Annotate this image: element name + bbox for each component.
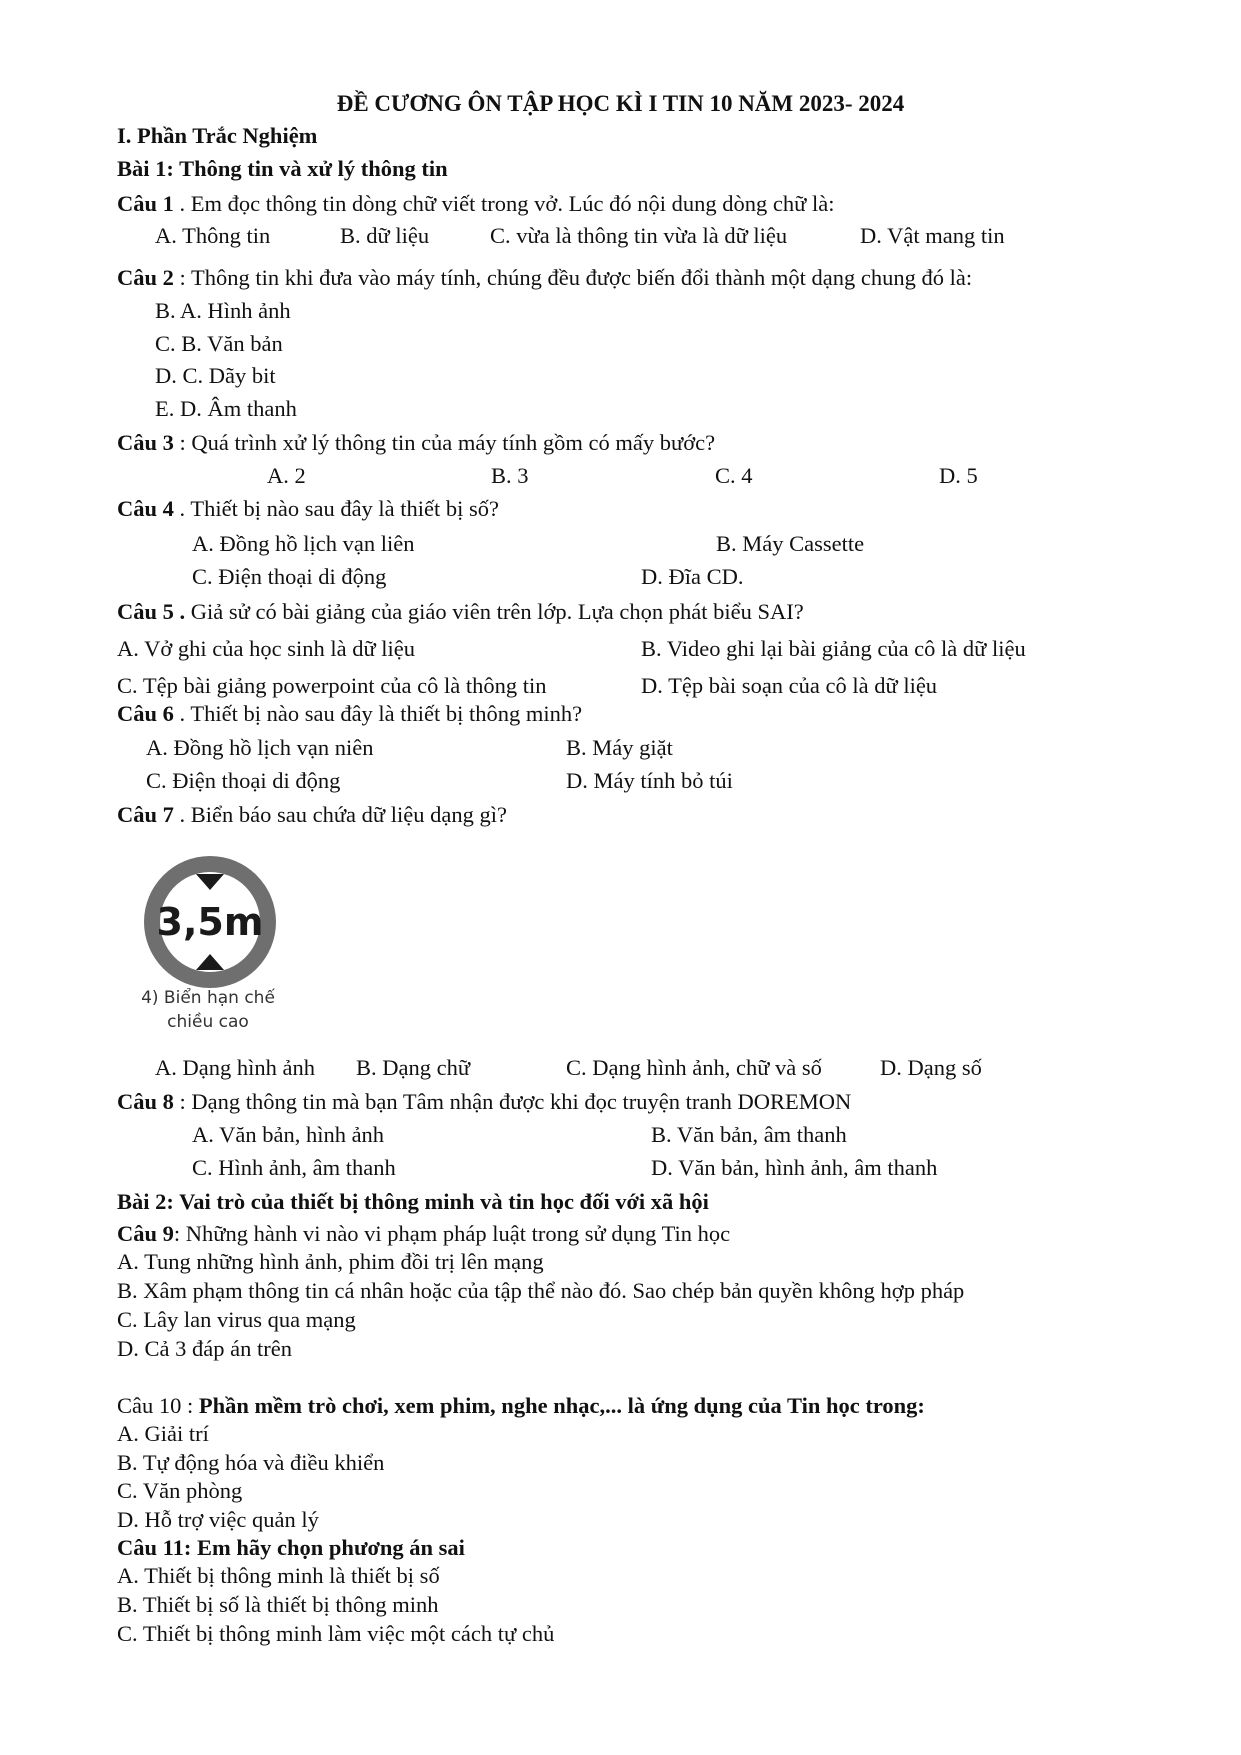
q6-option-b: B. Máy giặt [566, 735, 673, 760]
question-1-label: Câu 1 [117, 191, 174, 216]
question-5-text: Giả sử có bài giảng của giáo viên trên lớp. Lựa chọn phát biểu SAI? [185, 599, 804, 624]
question-2-label: Câu 2 [117, 265, 174, 290]
q10-option-c: C. Văn phòng [117, 1478, 243, 1503]
question-8-text: : Dạng thông tin mà bạn Tâm nhận được khi đọc truyện tranh DOREMON [173, 1089, 852, 1114]
q9-option-c: C. Lây lan virus qua mạng [117, 1307, 356, 1332]
q1-option-a: A. Thông tin [155, 223, 271, 248]
q8-option-d: D. Văn bản, hình ảnh, âm thanh [651, 1155, 938, 1180]
question-8-label: Câu 8 [117, 1089, 174, 1114]
q1-option-b: B. dữ liệu [340, 223, 430, 248]
q10-option-b: B. Tự động hóa và điều khiển [117, 1450, 385, 1475]
question-9-label: Câu 9 [117, 1221, 174, 1246]
q10-option-a: A. Giải trí [117, 1421, 209, 1446]
question-6-text: . Thiết bị nào sau đây là thiết bị thông minh? [173, 701, 583, 726]
question-7-label: Câu 7 [117, 802, 174, 827]
q9-option-b: B. Xâm phạm thông tin cá nhân hoặc của tập thể nào đó. Sao chép bản quyền không hợp pháp [117, 1278, 965, 1303]
sign-caption [118, 986, 298, 1034]
q2-option-c: D. C. Dãy bit [155, 363, 276, 388]
question-9-text: : Những hành vi nào vi phạm pháp luật trong sử dụng Tin học [173, 1221, 731, 1246]
question-11: Câu 11: Em hãy chọn phương án sai [117, 1535, 465, 1560]
q4-option-d: D. Đĩa CD. [641, 564, 744, 589]
q7-option-c: C. Dạng hình ảnh, chữ và số [566, 1055, 822, 1080]
question-4-text: . Thiết bị nào sau đây là thiết bị số? [173, 496, 500, 521]
question-3-label: Câu 3 [117, 430, 174, 455]
question-7 [117, 801, 507, 829]
q5-option-b: B. Video ghi lại bài giảng của cô là dữ liệu [641, 636, 1026, 661]
page-title: ĐỀ CƯƠNG ÔN TẬP HỌC KÌ I TIN 10 NĂM 2023- 2024 [336, 91, 905, 116]
question-9 [117, 1220, 730, 1248]
question-2 [117, 264, 972, 292]
q4-option-b: B. Máy Cassette [716, 531, 865, 556]
q3-option-c: C. 4 [715, 463, 753, 488]
q1-option-c: C. vừa là thông tin vừa là dữ liệu [490, 223, 788, 248]
lesson-1-heading: Bài 1: Thông tin và xử lý thông tin [117, 156, 448, 181]
q3-option-b: B. 3 [491, 463, 529, 488]
question-6 [117, 700, 582, 728]
q5-option-a: A. Vở ghi của học sinh là dữ liệu [117, 636, 416, 661]
lesson-2-heading: Bài 2: Vai trò của thiết bị thông minh và tin học đối với xã hội [117, 1189, 709, 1214]
question-3-text: : Quá trình xử lý thông tin của máy tính gồm có mấy bước? [173, 430, 716, 455]
question-8 [117, 1088, 851, 1116]
q9-option-a: A. Tung những hình ảnh, phim đồi trị lên mạng [117, 1249, 544, 1274]
q3-option-a: A. 2 [267, 463, 306, 488]
question-1 [117, 190, 834, 218]
question-5-label: Câu 5 . [117, 599, 186, 624]
q11-option-a: A. Thiết bị thông minh là thiết bị số [117, 1563, 440, 1588]
question-4 [117, 495, 499, 523]
q4-option-c: C. Điện thoại di động [192, 564, 387, 589]
sign-caption-line-2: chiều cao [167, 1012, 249, 1032]
q7-option-b: B. Dạng chữ [356, 1055, 471, 1080]
q10-option-d: D. Hỗ trợ việc quản lý [117, 1507, 319, 1532]
question-4-label: Câu 4 [117, 496, 174, 521]
q8-option-a: A. Văn bản, hình ảnh [192, 1122, 385, 1147]
q1-option-d: D. Vật mang tin [860, 223, 1005, 248]
question-6-label: Câu 6 [117, 701, 174, 726]
q4-option-a: A. Đồng hồ lịch vạn liên [192, 531, 415, 556]
question-1-text: . Em đọc thông tin dòng chữ viết trong vở. Lúc đó nội dung dòng chữ là: [173, 191, 835, 216]
height-limit-sign [140, 848, 300, 1048]
q7-option-a: A. Dạng hình ảnh [155, 1055, 315, 1080]
q2-option-d: E. D. Âm thanh [155, 396, 297, 421]
sign-text: 3,5m [156, 900, 264, 944]
q6-option-d: D. Máy tính bỏ túi [566, 768, 733, 793]
q8-option-b: B. Văn bản, âm thanh [651, 1122, 847, 1147]
q6-option-a: A. Đồng hồ lịch vạn niên [146, 735, 374, 760]
question-7-text: . Biển báo sau chứa dữ liệu dạng gì? [173, 802, 507, 827]
q9-option-d: D. Cả 3 đáp án trên [117, 1336, 292, 1361]
question-3 [117, 429, 715, 457]
q3-option-d: D. 5 [939, 463, 978, 488]
q11-option-b: B. Thiết bị số là thiết bị thông minh [117, 1592, 439, 1617]
q11-option-c: C. Thiết bị thông minh làm việc một cách tự chủ [117, 1621, 555, 1646]
question-5 [117, 598, 804, 626]
q2-option-b: C. B. Văn bản [155, 331, 283, 356]
part-heading: I. Phần Trắc Nghiệm [117, 123, 318, 148]
q7-option-d: D. Dạng số [880, 1055, 982, 1080]
q5-option-d: D. Tệp bài soạn của cô là dữ liệu [641, 673, 938, 698]
question-10-label: Câu 10 : [117, 1393, 199, 1418]
q2-option-a: B. A. Hình ảnh [155, 298, 291, 323]
question-2-text: : Thông tin khi đưa vào máy tính, chúng đều được biến đổi thành một dạng chung đó là: [173, 265, 973, 290]
q8-option-c: C. Hình ảnh, âm thanh [192, 1155, 396, 1180]
question-10 [117, 1392, 925, 1420]
q5-option-c: C. Tệp bài giảng powerpoint của cô là thông tin [117, 673, 547, 698]
q6-option-c: C. Điện thoại di động [146, 768, 341, 793]
question-10-text: Phần mềm trò chơi, xem phim, nghe nhạc,... là ứng dụng của Tin học trong: [198, 1393, 925, 1418]
height-limit-sign-icon [140, 848, 300, 998]
sign-caption-line-1: 4) Biển hạn chế [141, 988, 275, 1008]
